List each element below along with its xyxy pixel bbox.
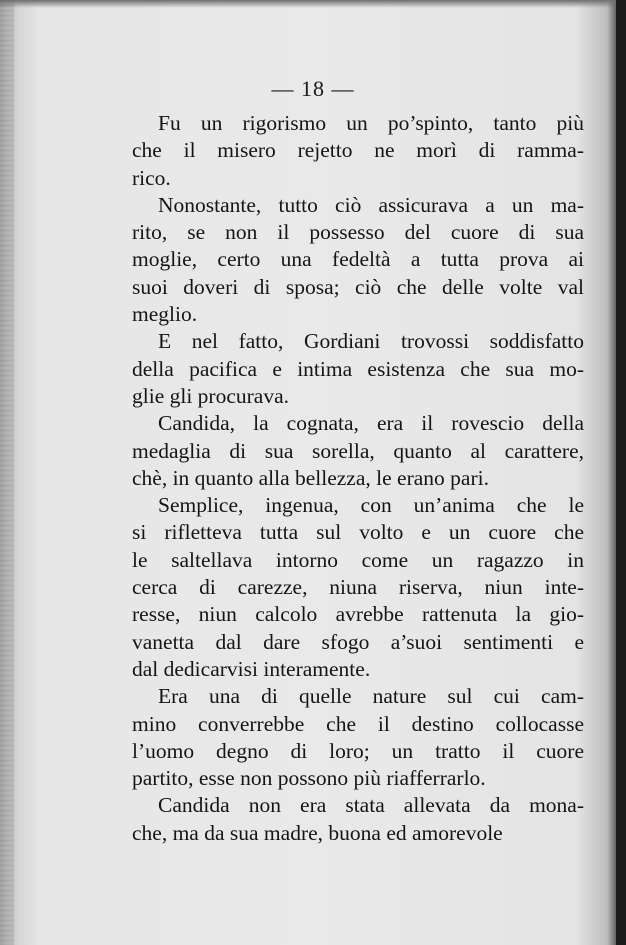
text-line: glie gli procurava. — [132, 383, 290, 408]
paragraph — [132, 683, 584, 792]
page-edge-right — [616, 0, 626, 945]
paragraph — [132, 328, 584, 410]
text-line: suoi doveri di sposa; ciò che delle volte val — [132, 274, 584, 299]
text-line: che il misero rejetto ne morì di ramma- — [132, 138, 584, 163]
text-line: mino converrebbe che il destino collocasse — [132, 711, 584, 736]
text-line: della pacifica e intima esistenza che sua mo- — [132, 356, 584, 381]
page-number: — 18 — — [271, 76, 355, 101]
paragraph — [132, 492, 584, 683]
text-line: le saltellava intorno come un ragazzo in — [132, 547, 584, 572]
text-line: dal dedicarvisi interamente. — [132, 656, 371, 681]
text-line: resse, niun calcolo avrebbe rattenuta la gio- — [132, 602, 584, 627]
text-line: E nel fatto, Gordiani trovossi soddisfatto — [158, 329, 584, 354]
text-line: Candida non era stata allevata da mona- — [158, 793, 584, 818]
paragraph — [132, 792, 584, 847]
text-line: che, ma da sua madre, buona ed amorevole — [132, 820, 503, 845]
text-line: medaglia di sua sorella, quanto al carattere, — [132, 438, 584, 463]
body-text — [132, 110, 584, 847]
page-edge-top — [0, 0, 626, 8]
text-line: l’uomo degno di loro; un tratto il cuore — [132, 738, 584, 763]
text-line: si rifletteva tutta sul volto e un cuore che — [132, 520, 584, 545]
text-line: Candida, la cognata, era il rovescio della — [158, 411, 584, 436]
text-line: rito, se non il possesso del cuore di sua — [132, 220, 584, 245]
text-line: cerca di carezze, niuna riserva, niun inte- — [132, 575, 584, 600]
text-line: vanetta dal dare sfogo a’suoi sentimenti e — [132, 629, 584, 654]
text-line: moglie, certo una fedeltà a tutta prova ai — [132, 247, 584, 272]
text-line: Nonostante, tutto ciò assicurava a un ma- — [158, 192, 584, 217]
text-line: chè, in quanto alla bellezza, le erano pari. — [132, 465, 489, 490]
text-line: Fu un rigorismo un po’spinto, tanto più — [158, 111, 584, 135]
text-line: Era una di quelle nature sul cui cam- — [158, 684, 584, 709]
text-line: rico. — [132, 165, 171, 190]
page-edge-left — [0, 0, 14, 945]
paragraph — [132, 192, 584, 328]
text-line: Semplice, ingenua, con un’anima che le — [158, 493, 584, 518]
text-line: partito, esse non possono più riafferrarlo. — [132, 766, 486, 791]
paragraph — [132, 110, 584, 192]
text-line: meglio. — [132, 302, 198, 327]
paragraph — [132, 410, 584, 492]
